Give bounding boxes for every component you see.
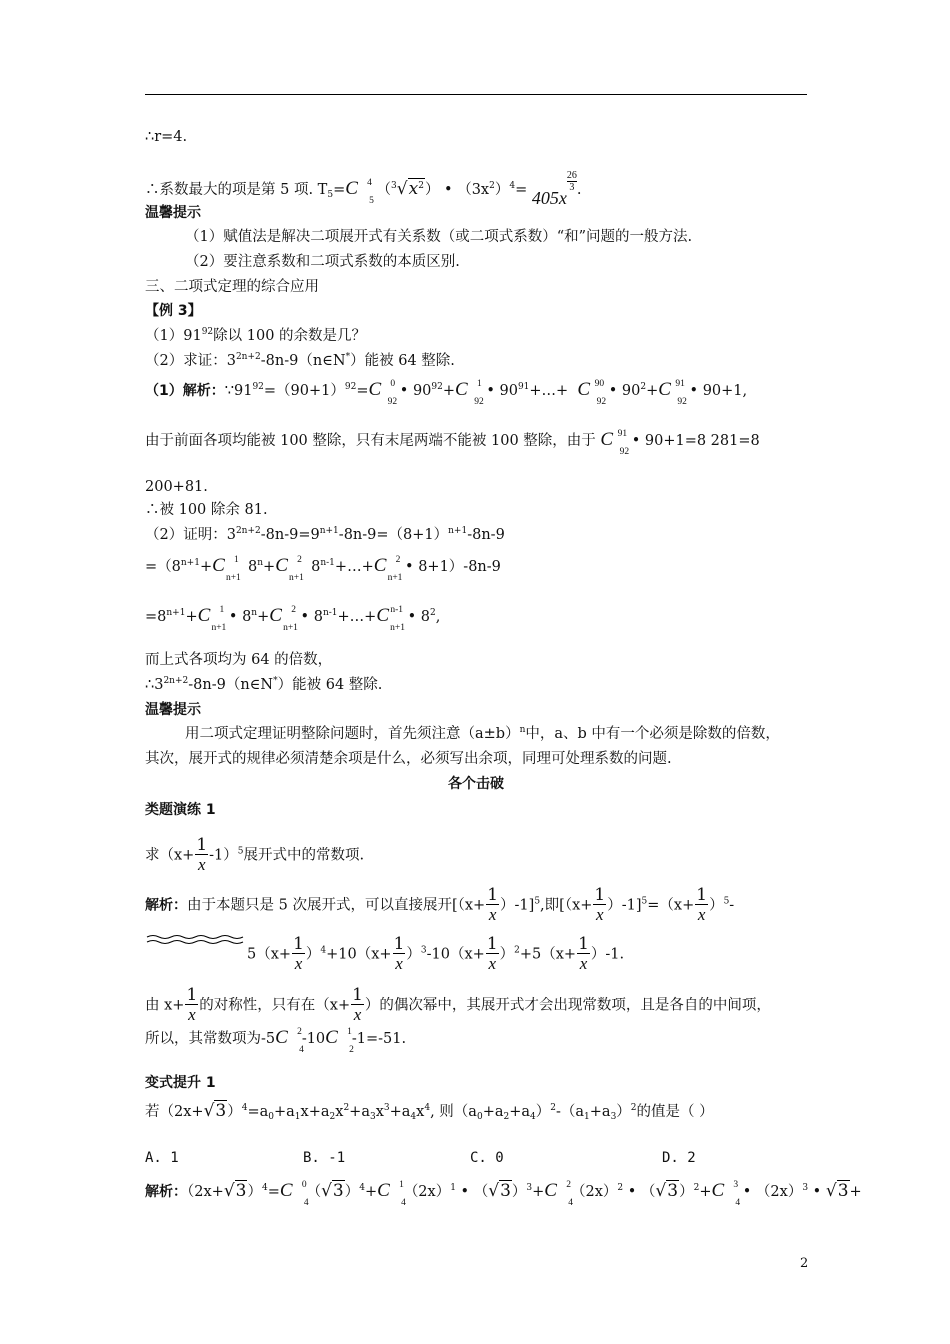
text-line: 所以，其常数项为-5C 2 4 -10C 1 2 -1=-51. [145,1027,407,1055]
binomial-coefficient: C 2 n+1 [373,555,403,583]
question-line: 求（x+ $\frac{1}{x}$ -1）$^5$展开式中的常数项. [145,835,365,874]
binomial-coefficient: C 1 n+1 [212,555,241,583]
binomial-coefficient: C 1 92 [455,379,484,407]
binomial-coefficient: C 91 92 [600,429,630,457]
fraction: $\frac{1}{x}$ [186,985,198,1024]
text-line: ∴系数最大的项是第 5 项. $T_5=C$ 4 5 $(^3√x^2)$ • $(3x^2)^4= 405x$ $\frac{26}{3}$ . [145,170,582,208]
text: = [333,182,346,198]
header-rule [145,94,807,95]
option-c[interactable]: C. 0 [470,1150,504,1166]
binomial-coefficient: C 2 4 [275,1027,304,1055]
binomial-coefficient: C 2 4 [544,1180,573,1208]
binomial-coefficient: C 1 n+1 [197,605,227,633]
fraction: $\frac{1}{x}$ [486,934,498,973]
text-line: ∴被 100 除余 81. [145,502,268,518]
text: • （3x [439,182,490,198]
binomial-coefficient: C 2 n+1 [275,555,304,583]
text: = [515,182,528,198]
text-line: （1）赋值法是解决二项展开式有关系数（或二项式系数）“和”问题的一般方法. [185,229,693,245]
section-title: 各个击破 [448,776,504,792]
fraction: $\frac{1}{x}$ [393,934,405,973]
text-line: $=8^{n+1}+C$ 1 n+1 • $8^n+C$ 2 n+1 • $8^{n-1}+\dots+C$ n-1 n+1 • $8^2$, [145,605,441,633]
solution-line: 5（x+ $\frac{1}{x}$ ）$^4$+10（x+ $\frac{1}{x}$ ）$^3$-10（x+ $\frac{1}{x}$ ）$^2$+5（x+ $\frac{1}{x}$ ）-1. [247,934,625,973]
binomial-coefficient: C 90 92 [577,379,607,407]
text-line: （2）求证：$3^{2n+2}-8n-9(n\in N^*)$能被 64 整除. [145,352,455,369]
option-d[interactable]: D. 2 [662,1150,696,1166]
text: . [576,182,582,198]
text-line: $(1)91^{92}$除以 100 的余数是几？ [145,327,367,344]
cube-root: $^3√x^2$ [391,179,424,199]
text: ） [494,182,510,198]
binomial-coefficient: C 3 4 [711,1180,741,1208]
binomial-coefficient: C 2 n+1 [269,605,298,633]
fraction: $\frac{1}{x}$ [196,835,208,874]
binomial-coefficient: C 91 92 [658,379,687,407]
text-line: $\therefore 3^{2n+2}-8n-9(n\in N^*)$能被 64 整除. [145,676,383,693]
text-line: $=(8^{n+1}+C$ 1 n+1 $8^n+C$ 2 n+1 $8^{n-1}+\dots+C$ 2 n+1 • 8+1）-8n-9 [145,555,501,583]
text: （ [376,182,392,198]
section-heading: 三、二项式定理的综合应用 [145,279,319,295]
text-line: 由 x+ $\frac{1}{x}$ 的对称性，只有在（x+ $\frac{1}{x}$ ）的偶次幂中，其展开式才会出现常数项，且是各自的中间项， [145,985,771,1024]
square-root: √3 [203,1101,227,1121]
solution-line: （1）解析：$\because 91^{92}=(90+1)^{92}=C$ 0 92 • $90^{92}+C$ 1 92 • $90^{91}+\dots+ C$ 90 92 • $90^2+C$ 91 92 • 90+1, [145,379,748,407]
power-expression: 405x $\frac{26}{3}$ [531,170,577,208]
tip-heading: 温馨提示 [145,702,201,718]
exercise-heading: 变式提升 1 [145,1075,216,1091]
exercise-heading: 类题演练 1 [145,802,216,818]
text-line: 由于前面各项均能被 100 整除，只有末尾两端不能被 100 整除，由于 C 91 92 • 90+1=8 281=8 [145,429,760,457]
fraction: $\frac{1}{x}$ [293,934,304,973]
question-line: 若$(2x+√3)^4=a_0+a_1x+a_2x^2+a_3x^3+a_4x^4$, 则$(a_0+a_2+a_4)^2-(a_1+a_3)^2$的值是（ ） [145,1101,714,1122]
text-line: 而上式各项均为 64 的倍数， [145,652,333,668]
binomial-coefficient: C 0 92 [368,379,398,407]
fraction: $\frac{1}{x}$ [696,885,708,924]
binomial-coefficient: C 1 4 [377,1180,406,1208]
solution-line: 解析：由于本题只是 5 次展开式，可以直接展开[（x+ $\frac{1}{x}$ ）-1]$^5$,即[（x+ $\frac{1}{x}$ ）-1]$^5$=（x+ $\frac{1}{x}$ ）$^5$- [145,885,735,924]
page-number: 2 [800,1256,809,1271]
solution-line: 解析：$(2x+√3)^4=C$ 0 4 $(√3)^4+C$ 1 4 $(2x)^1$ • $(√3)^3+C$ 2 4 $(2x)^2$ • $(√3)^2+C$ 3 4 • $(2x)^3$ • √3+ [145,1180,862,1208]
subscript: 5 [327,190,334,200]
binomial-coefficient: C 0 4 [279,1180,309,1208]
text-line: （2）要注意系数和二项式系数的本质区别. [185,254,460,270]
fraction: $\frac{1}{x}$ [487,885,499,924]
text-line: 200+81. [145,479,208,495]
binomial-coefficient: C 4 5 [345,178,374,206]
fraction: $\frac{1}{x}$ [594,885,606,924]
text: ） [424,182,440,198]
tip-heading: 温馨提示 [145,205,201,221]
text: ∴系数最大的项是第 5 项. T [145,182,328,198]
example-label: 【例 3】 [145,303,202,319]
option-a[interactable]: A. 1 [145,1150,179,1166]
fraction: $\frac{1}{x}$ [578,934,589,973]
wavy-underline [145,933,245,947]
text-line: （2）证明：$3^{2n+2}-8n-9=9^{n+1}-8n-9=(8+1)^{n+1}-8n-9$ [145,526,505,543]
binomial-coefficient: C n-1 n+1 [376,605,406,633]
fraction: $\frac{1}{x}$ [352,985,363,1024]
text-line: ∴r=4. [145,129,188,145]
option-b[interactable]: B. -1 [303,1150,346,1166]
binomial-coefficient: C 1 2 [325,1027,354,1055]
text-line: 其次，展开式的规律必须清楚余项是什么，必须写出余项，同理可处理系数的问题. [145,751,672,767]
text-line: 用二项式定理证明整除问题时，首先须注意$(a\pm b)^n$中，a、b 中有一个必须是除数的倍数， [185,725,780,742]
